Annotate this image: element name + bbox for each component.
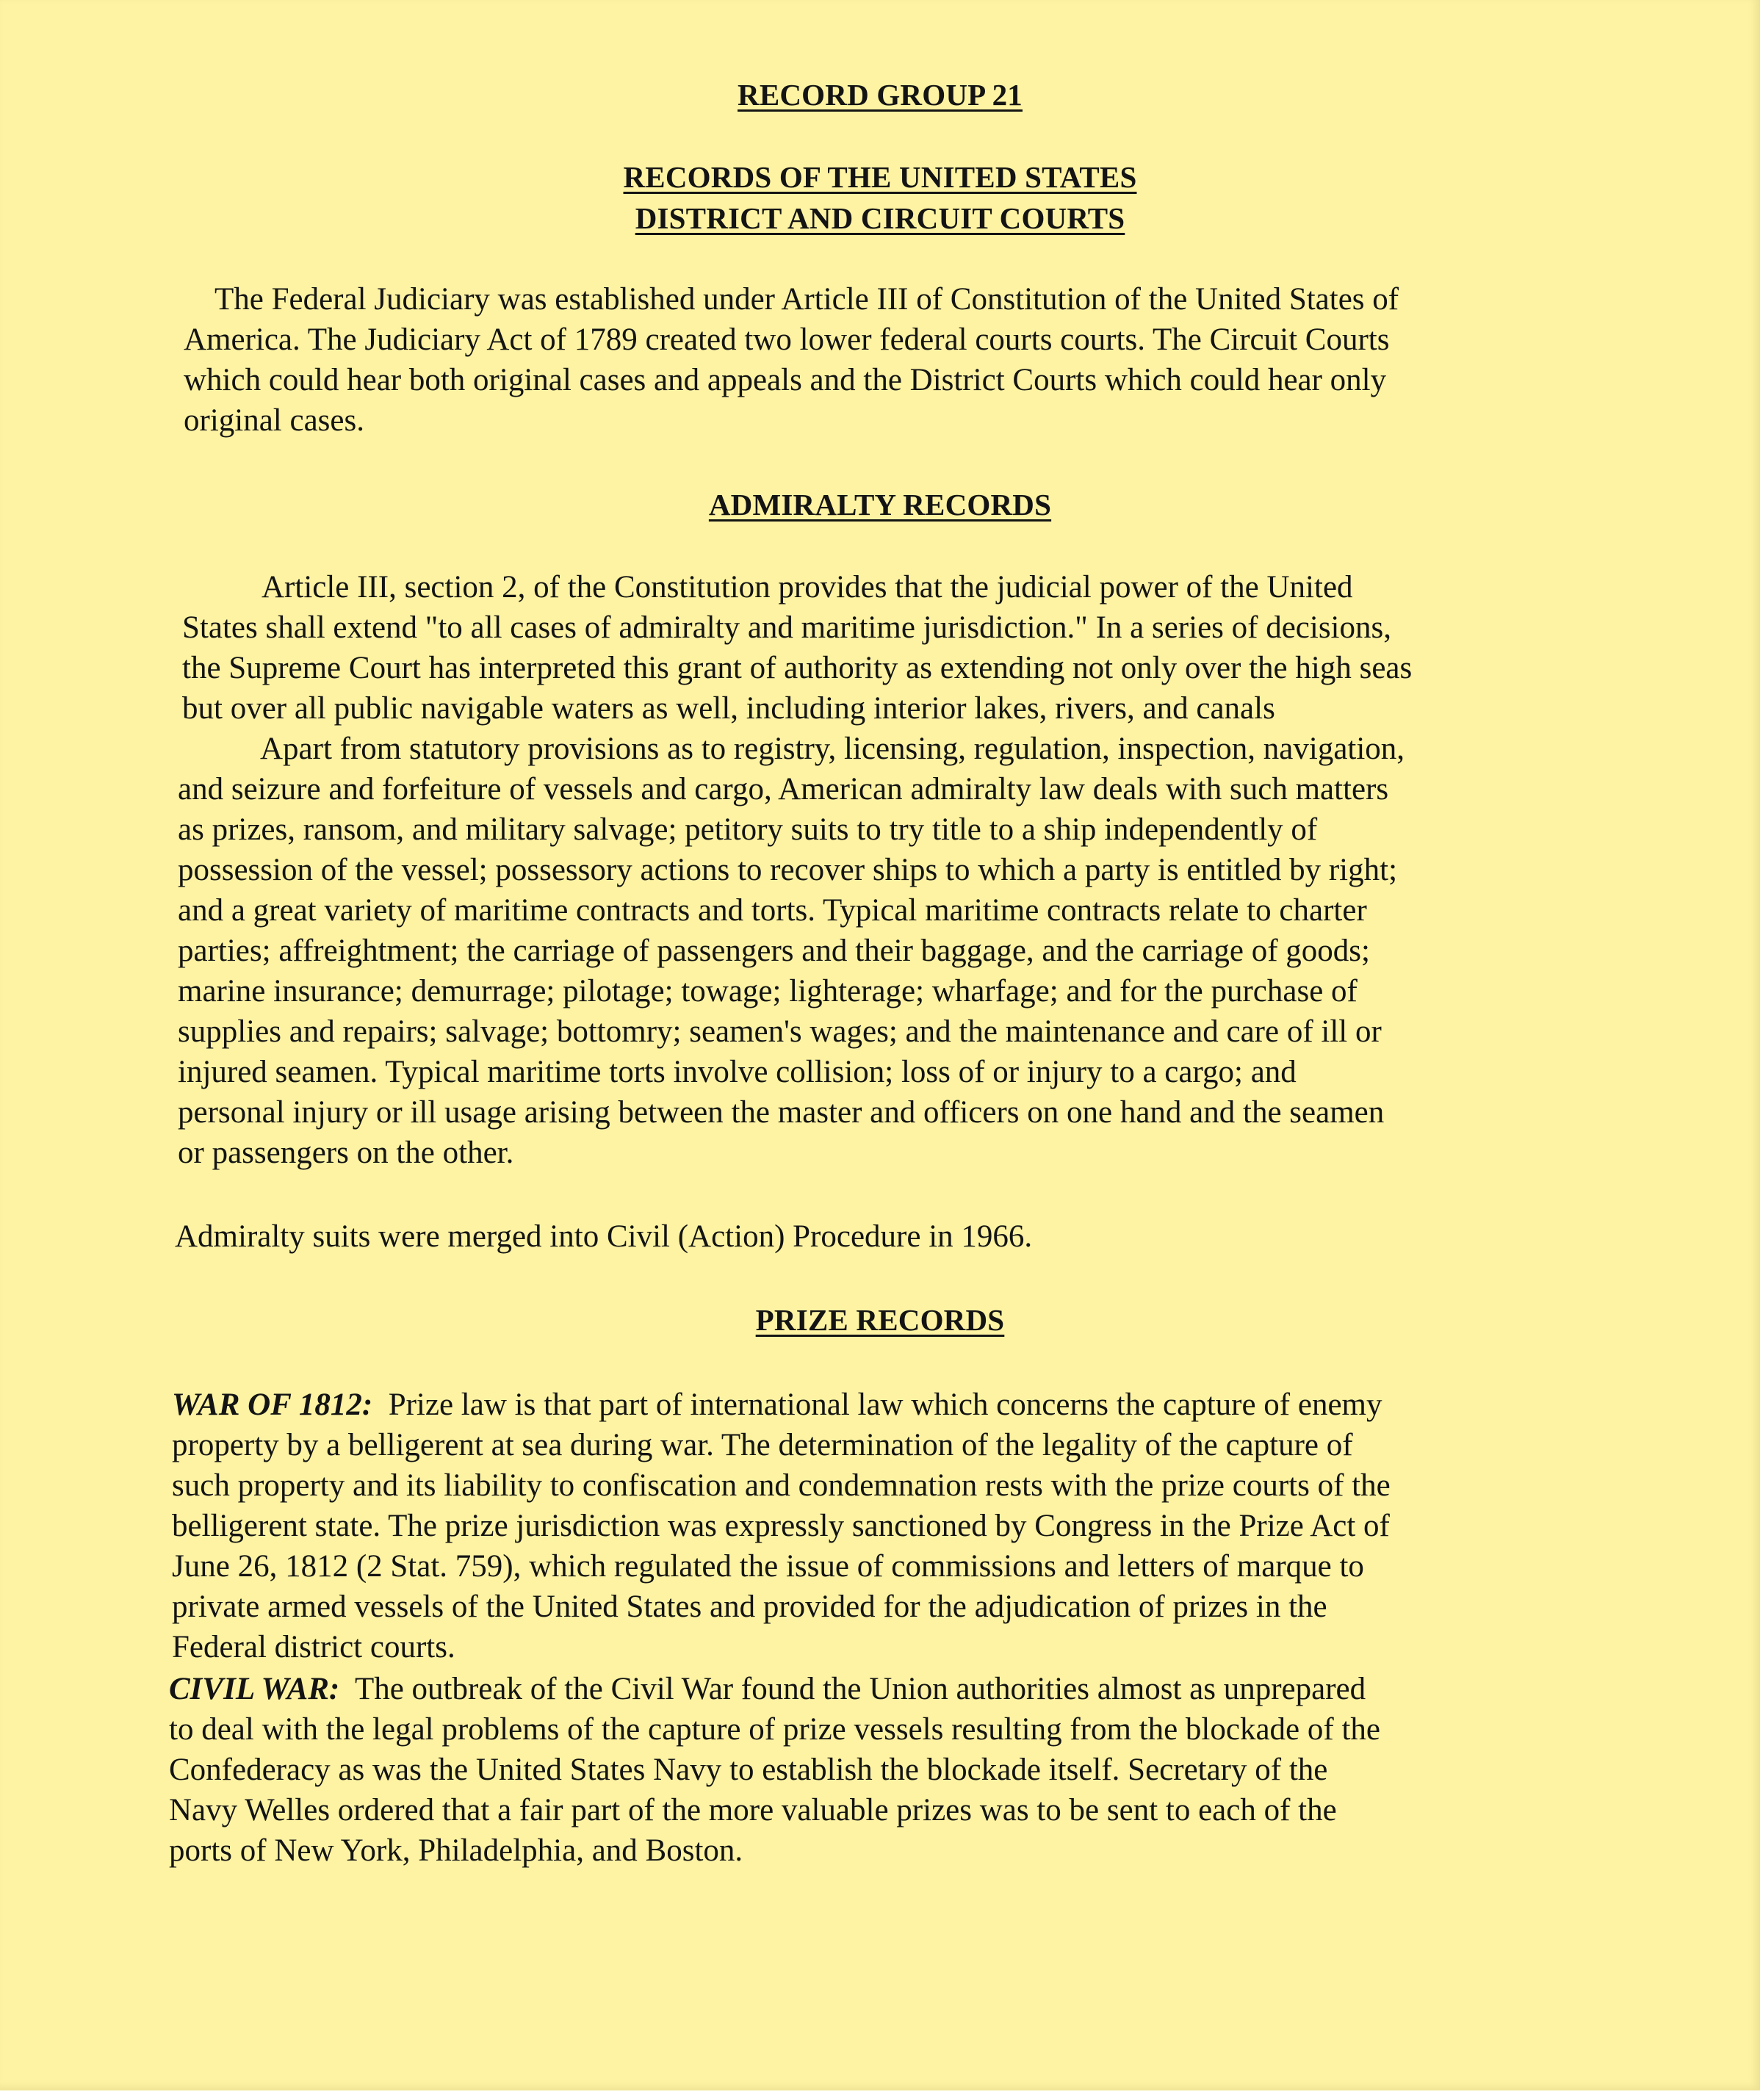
admiralty-line: parties; affreightment; the carriage of passengers and their baggage, and the carriage of goods;	[178, 934, 1370, 968]
section-title-line-1: RECORDS OF THE UNITED STATES	[623, 160, 1137, 194]
admiralty-line: or passengers on the other.	[178, 1136, 514, 1170]
intro-line: original cases.	[184, 403, 364, 438]
admiralty-line: supplies and repairs; salvage; bottomry; seamen's wages; and the maintenance and care of ill or	[178, 1014, 1382, 1049]
admiralty-line: injured seamen. Typical maritime torts involve collision; loss of or injury to a cargo; and	[178, 1055, 1297, 1089]
war-of-1812-line	[172, 1385, 1391, 1425]
admiralty-line: marine insurance; demurrage; pilotage; towage; lighterage; wharfage; and for the purchase of	[178, 974, 1358, 1008]
war-of-1812-line: such property and its liability to confiscation and condemnation rests with the prize courts of the	[172, 1468, 1391, 1503]
admiralty-line: Article III, section 2, of the Constitution provides that the judicial power of the United	[262, 570, 1353, 605]
admiralty-heading: ADMIRALTY RECORDS	[708, 488, 1052, 522]
war-of-1812-label: WAR OF 1812:	[172, 1388, 373, 1422]
admiralty-paragraph-1	[182, 567, 1412, 729]
civil-war-line: Confederacy as was the United States Navy to establish the blockade itself. Secretary of the	[169, 1753, 1328, 1787]
war-of-1812-first-text: Prize law is that part of international law which concerns the capture of enemy	[388, 1388, 1382, 1422]
civil-war-paragraph	[169, 1669, 1380, 1871]
war-of-1812-paragraph	[172, 1385, 1391, 1667]
war-of-1812-line: Federal district courts.	[172, 1630, 455, 1664]
admiralty-line: but over all public navigable waters as well, including interior lakes, rivers, and canals	[182, 691, 1275, 726]
civil-war-first-text: The outbreak of the Civil War found the Union authorities almost as unprepared	[354, 1672, 1366, 1706]
admiralty-line: personal injury or ill usage arising between the master and officers on one hand and the seamen	[178, 1095, 1385, 1130]
admiralty-line: and seizure and forfeiture of vessels and cargo, American admiralty law deals with such matters	[178, 772, 1389, 807]
record-group-title: RECORD GROUP 21	[738, 78, 1023, 112]
admiralty-line: possession of the vessel; possessory actions to recover ships to which a party is entitled by right;	[178, 853, 1398, 887]
civil-war-line: to deal with the legal problems of the capture of prize vessels resulting from the blockade of the	[169, 1712, 1380, 1747]
intro-paragraph	[184, 279, 1399, 441]
admiralty-line: States shall extend "to all cases of admiralty and maritime jurisdiction." In a series of decisions,	[182, 610, 1391, 645]
admiralty-line: and a great variety of maritime contracts and torts. Typical maritime contracts relate to charter	[178, 893, 1367, 928]
admiralty-line: as prizes, ransom, and military salvage; petitory suits to try title to a ship independently of	[178, 812, 1318, 847]
war-of-1812-line: belligerent state. The prize jurisdiction was expressly sanctioned by Congress in the Prize Act of	[172, 1509, 1390, 1543]
civil-war-line: ports of New York, Philadelphia, and Boston.	[169, 1833, 743, 1868]
war-of-1812-line: private armed vessels of the United States and provided for the adjudication of prizes in the	[172, 1590, 1327, 1624]
admiralty-note: Admiralty suits were merged into Civil (Action) Procedure in 1966.	[175, 1219, 1033, 1254]
prize-heading: PRIZE RECORDS	[755, 1303, 1005, 1337]
war-of-1812-line: property by a belligerent at sea during war. The determination of the legality of the capture of	[172, 1428, 1353, 1462]
admiralty-paragraph-2	[178, 729, 1405, 1173]
admiralty-line: Apart from statutory provisions as to registry, licensing, regulation, inspection, navigation,	[260, 732, 1405, 766]
section-title-line-2: DISTRICT AND CIRCUIT COURTS	[635, 201, 1125, 235]
civil-war-line: Navy Welles ordered that a fair part of the more valuable prizes was to be sent to each of the	[169, 1793, 1337, 1827]
war-of-1812-line: June 26, 1812 (2 Stat. 759), which regulated the issue of commissions and letters of marque to	[172, 1549, 1364, 1584]
intro-line: which could hear both original cases and appeals and the District Courts which could hear only	[184, 363, 1387, 397]
civil-war-line	[169, 1669, 1380, 1709]
civil-war-label: CIVIL WAR:	[169, 1672, 340, 1706]
intro-line: The Federal Judiciary was established under Article III of Constitution of the United States of	[214, 282, 1399, 317]
intro-line: America. The Judiciary Act of 1789 created two lower federal courts courts. The Circuit Courts	[184, 322, 1390, 357]
admiralty-line: the Supreme Court has interpreted this grant of authority as extending not only over the high seas	[182, 651, 1413, 685]
